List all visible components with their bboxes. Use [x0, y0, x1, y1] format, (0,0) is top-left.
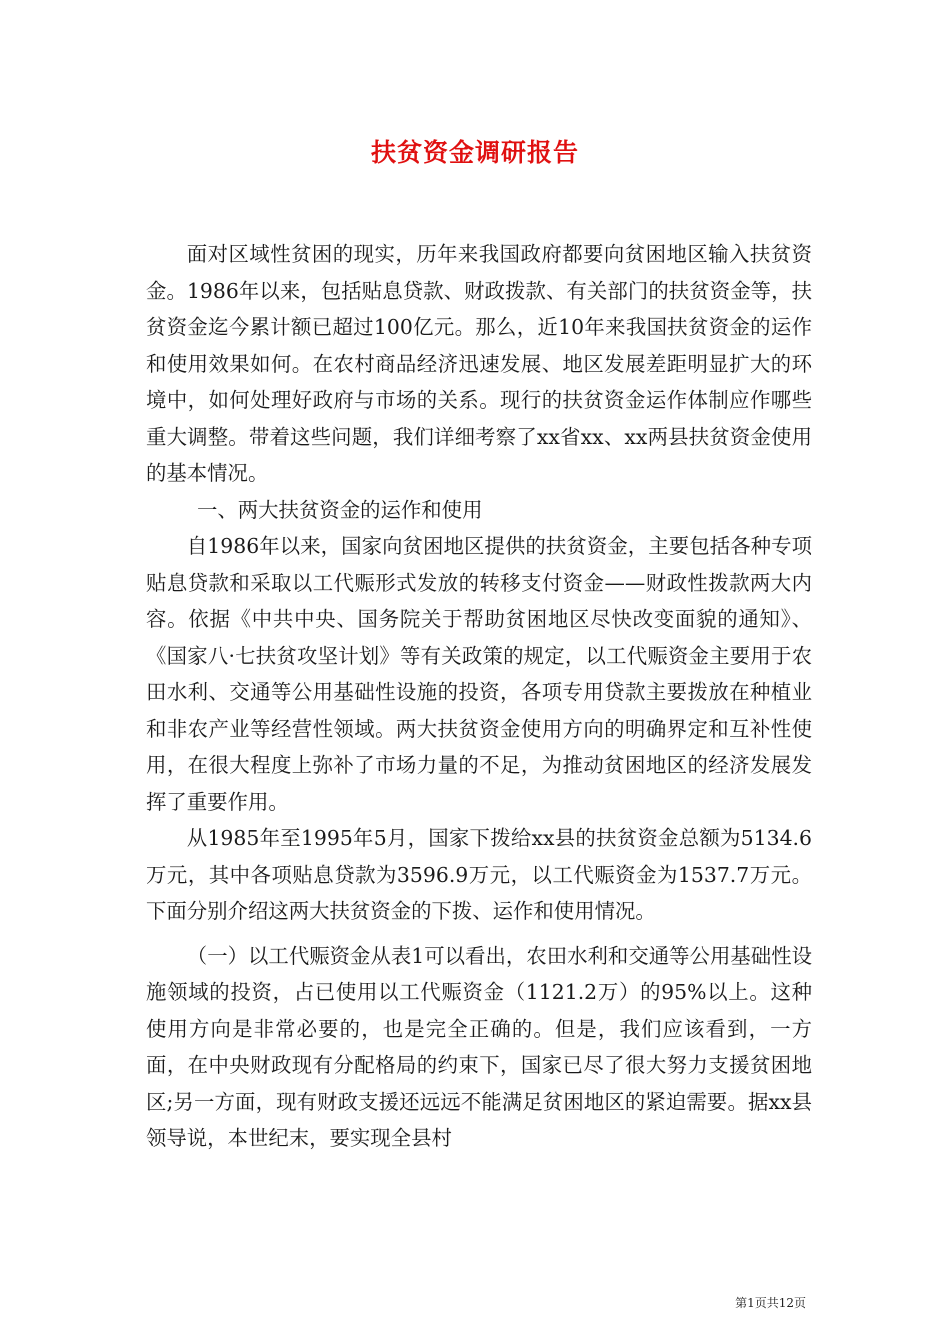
document-title: 扶贫资金调研报告 — [370, 138, 579, 167]
section-heading: 一、两大扶贫资金的运作和使用 — [197, 497, 483, 522]
paragraph-work-relief: （一）以工代赈资金从表1可以看出，农田水利和交通等公用基础性设施领域的投资，占已使用以工代赈资金（1121.2万）的95%以上。这种使用方向是非常必要的，也是完全正确的。但是，我们应该看到，一方面，在中央财政现有分配格局的约束下，国家已尽了很大努力支援贫困地区;另一方面，现有财政支援还远远不能满足贫困地区的紧迫需要。据xx县领导说，本世纪末，要实现全县村 — [146, 943, 812, 1150]
paragraph-funds-overview: 自1986年以来，国家向贫困地区提供的扶贫资金，主要包括各种专项贴息贷款和采取以工代赈形式发放的转移支付资金——财政性拨款两大内容。依据《中共中央、国务院关于帮助贫困地区尽快改变面貌的通知》、《国家八·七扶贫攻坚计划》等有关政策的规定，以工代赈资金主要用于农田水利、交通等公用基础性设施的投资，各项专用贷款主要拨放在种植业和非农产业等经营性领域。两大扶贫资金使用方向的明确界定和互补性使用，在很大程度上弥补了市场力量的不足，为推动贫困地区的经济发展发挥了重要作用。 — [146, 534, 812, 814]
page-number: 第1页共12页 — [735, 1296, 806, 1310]
document-body — [146, 236, 812, 1157]
paragraph-intro: 面对区域性贫困的现实，历年来我国政府都要向贫困地区输入扶贫资金。1986年以来，包括贴息贷款、财政拨款、有关部门的扶贫资金等，扶贫资金迄今累计额已超过100亿元。那么，近10年来我国扶贫资金的运作和使用效果如何。在农村商品经济迅速发展、地区发展差距明显扩大的环境中，如何处理好政府与市场的关系。现行的扶贫资金运作体制应作哪些重大调整。带着这些问题，我们详细考察了xx省xx、xx两县扶贫资金使用的基本情况。 — [146, 242, 812, 485]
paragraph-county-funds: 从1985年至1995年5月，国家下拨给xx县的扶贫资金总额为5134.6万元，其中各项贴息贷款为3596.9万元，以工代赈资金为1537.7万元。下面分别介绍这两大扶贫资金的下拨、运作和使用情况。 — [146, 826, 812, 923]
